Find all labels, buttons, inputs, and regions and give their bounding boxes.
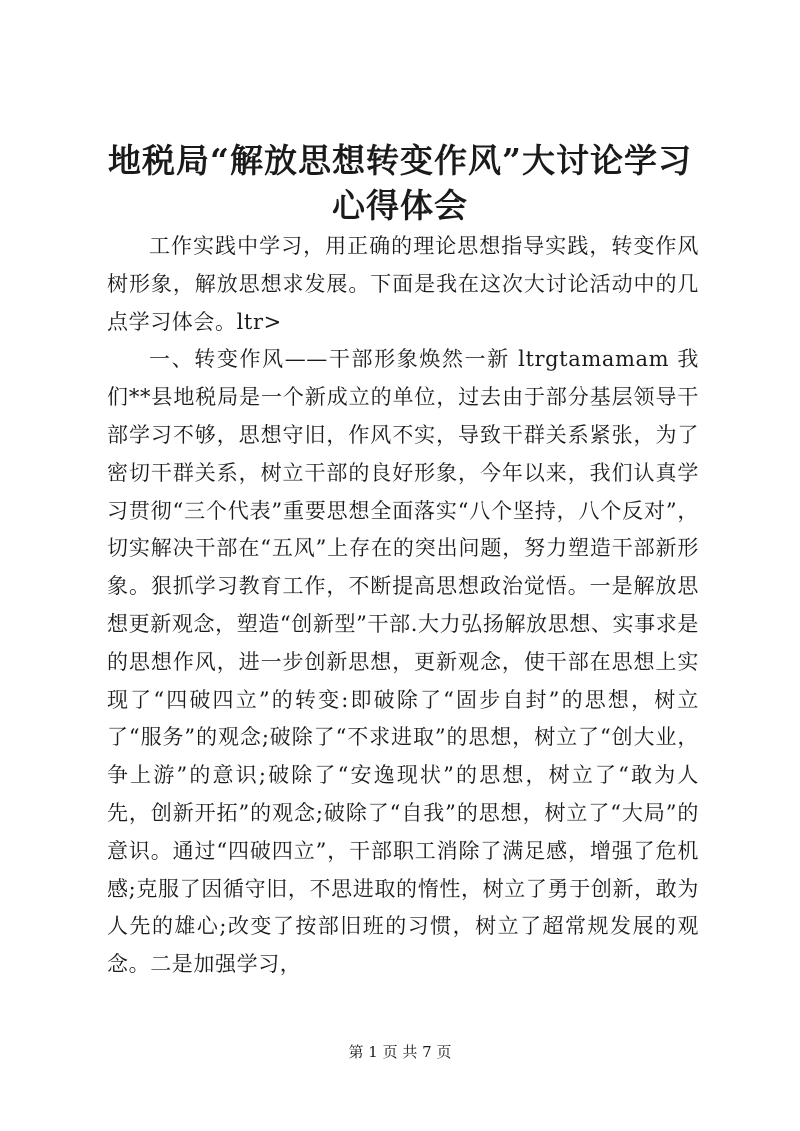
paragraph-section-one: 一、转变作风——干部形象焕然一新 ltrgtamamam 我们**县地税局是一个新成立的单位，过去由于部分基层领导干部学习不够，思想守旧，作风不实，导致干群关系紧张，为了密切干群关系，树立干部的良好形象，今年以来，我们认真学习贯彻“三个代表”重要思想全面落实“八个坚持，八个反对”，切实解决干部在“五风”上存在的突出问题，努力塑造干部新形象。狠抓学习教育工作，不断提高思想政治觉悟。一是解放思想更新观念，塑造“创新型”干部.大力弘扬解放思想、实事求是的思想作风，进一步创新思想，更新观念，使干部在思想上实现了“四破四立”的转变:即破除了“固步自封”的思想，树立了“服务”的观念;破除了“不求进取”的思想，树立了“创大业，争上游”的意识;破除了“安逸现状”的思想，树立了“敢为人先，创新开拓”的观念;破除了“自我”的思想，树立了“大局”的意识。通过“四破四立”，干部职工消除了满足感，增强了危机感;克服了因循守旧，不思进取的惰性，树立了勇于创新，敢为人先的雄心;改变了按部旧班的习惯，树立了超常规发展的观念。二是加强学习， [107,347,699,977]
page-footer: 第 1 页 共 7 页 [348,1043,452,1061]
document-title: 地税局“解放思想转变作风”大讨论学习心得体会 [108,141,692,225]
paragraph-intro: 工作实践中学习，用正确的理论思想指导实践，转变作风树形象，解放思想求发展。下面是我在这次大讨论活动中的几点学习体会。ltr> [107,234,699,334]
document-body [107,228,699,984]
